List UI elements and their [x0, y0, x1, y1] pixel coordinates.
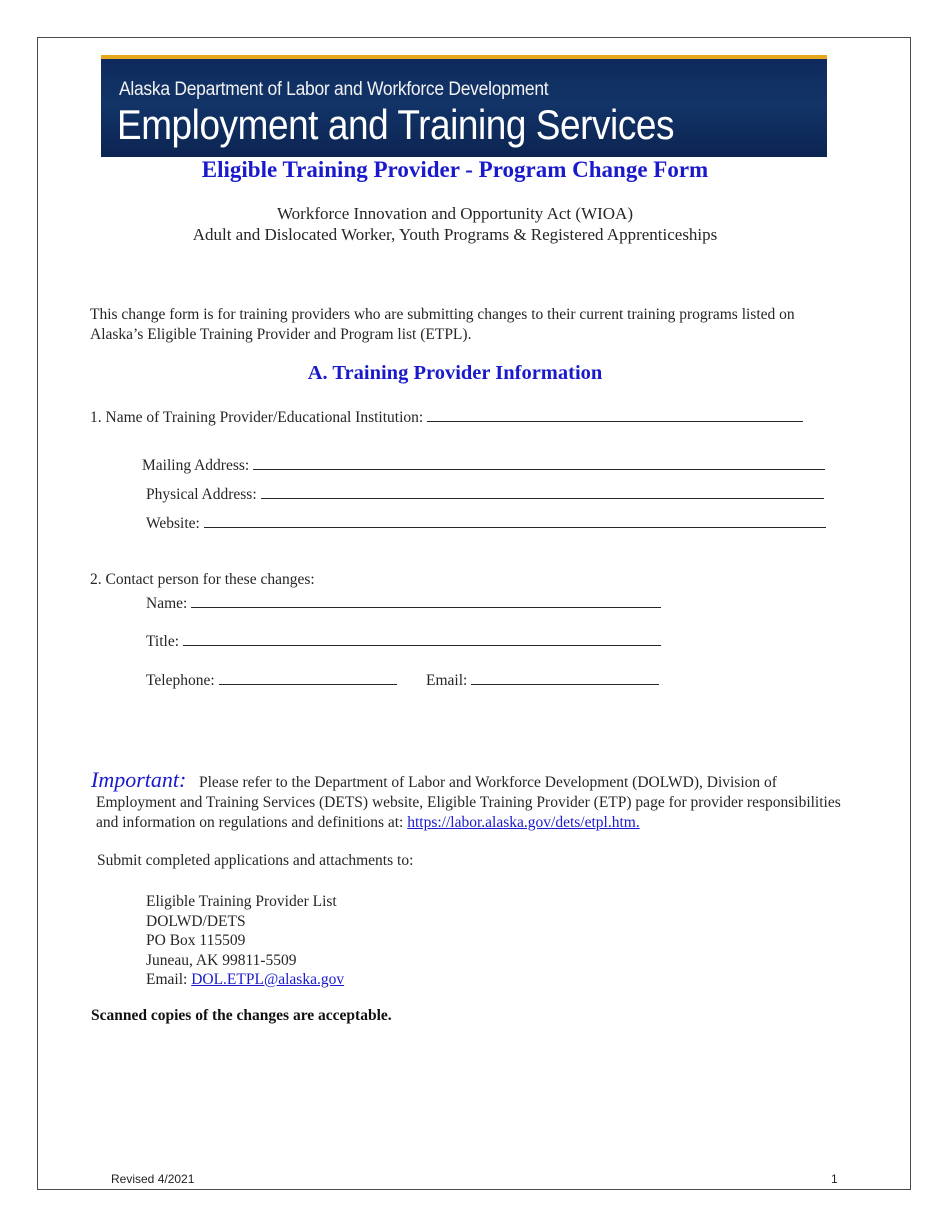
- contact-name-label: Name:: [146, 595, 188, 612]
- address-line: PO Box 115509: [146, 932, 246, 949]
- website-field: [146, 513, 826, 533]
- form-title: Eligible Training Provider - Program Change Form: [201, 157, 709, 182]
- address-line: Juneau, AK 99811-5509: [146, 951, 297, 969]
- contact-telephone-input[interactable]: [219, 670, 397, 685]
- header-banner: [101, 55, 827, 157]
- important-notice: [91, 767, 851, 833]
- website-input[interactable]: [204, 513, 826, 528]
- website-label: Website:: [146, 515, 200, 532]
- provider-name-field: [90, 407, 803, 427]
- banner-department: Alaska Department of Labor and Workforce Development: [119, 79, 549, 100]
- section-a-heading: A. Training Provider Information: [307, 362, 603, 384]
- mailing-address-block: [146, 892, 344, 990]
- address-line: DOLWD/DETS: [146, 912, 246, 930]
- mailing-address-label: Mailing Address:: [142, 457, 250, 474]
- address-line: Eligible Training Provider List: [146, 893, 337, 910]
- physical-address-input[interactable]: [261, 484, 824, 499]
- important-body: [91, 773, 851, 833]
- contact-title-field: [146, 631, 661, 651]
- contact-email-label: Email:: [426, 672, 468, 689]
- important-text: Please refer to the Department of Labor and Workforce Development (DOLWD), Division of Employment and Training Services (DETS) website, Eligible Training Provider (ETP) page for provider responsibilities and information on regulations and definitions at:: [96, 774, 841, 831]
- contact-email-input[interactable]: [471, 670, 659, 685]
- page-number: 1: [831, 1172, 838, 1186]
- address-email-line: [146, 970, 344, 990]
- etpl-website-link[interactable]: https://labor.alaska.gov/dets/etpl.htm.: [407, 814, 640, 831]
- revision-date: Revised 4/2021: [111, 1172, 195, 1186]
- provider-name-input[interactable]: [427, 407, 803, 422]
- contact-telephone-label: Telephone:: [146, 672, 215, 689]
- contact-title-label: Title:: [146, 633, 180, 650]
- contact-email-field: [426, 670, 659, 690]
- etpl-email-link[interactable]: DOL.ETPL@alaska.gov: [191, 971, 345, 988]
- physical-address-field: [146, 484, 824, 504]
- subtitle-line-2: Adult and Dislocated Worker, Youth Programs & Registered Apprenticeships: [192, 225, 718, 244]
- banner-division: Employment and Training Services: [117, 101, 675, 148]
- contact-telephone-field: [146, 670, 397, 690]
- scanned-copies-note: Scanned copies of the changes are acceptable.: [91, 1007, 392, 1024]
- physical-address-label: Physical Address:: [146, 486, 257, 503]
- submit-instruction: Submit completed applications and attachments to:: [97, 852, 414, 869]
- contact-title-input[interactable]: [183, 631, 661, 646]
- subtitle-line-1: Workforce Innovation and Opportunity Act (WIOA): [276, 204, 633, 223]
- contact-name-field: [146, 593, 661, 613]
- mailing-address-input[interactable]: [253, 455, 825, 470]
- address-email-label: Email:: [146, 971, 192, 988]
- contact-name-input[interactable]: [191, 593, 661, 608]
- intro-paragraph: This change form is for training providers who are submitting changes to their current training programs listed on Alaska’s Eligible Training Provider and Program list (ETPL).: [90, 306, 795, 343]
- important-label: Important:: [91, 767, 187, 792]
- mailing-address-field: [142, 455, 825, 475]
- provider-name-label: 1. Name of Training Provider/Educational Institution:: [90, 409, 424, 426]
- contact-person-heading: 2. Contact person for these changes:: [90, 571, 315, 588]
